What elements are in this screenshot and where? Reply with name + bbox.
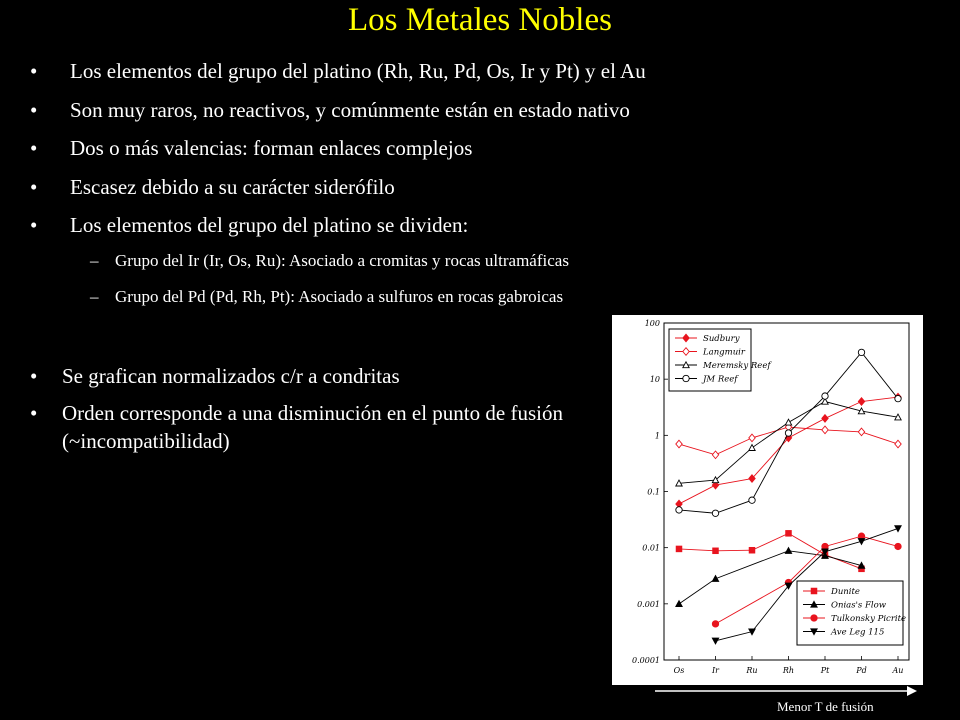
- data-point-sudbury: [822, 415, 828, 423]
- data-point-jm-reef: [858, 349, 864, 355]
- left-bullet-list: [30, 362, 610, 464]
- data-point-meremsky-reef: [785, 419, 791, 425]
- legend-marker: [811, 588, 817, 594]
- main-bullet-list: [30, 56, 930, 249]
- bullet-text: Son muy raros, no reactivos, y comúnmente están en estado nativo: [70, 97, 630, 122]
- bullet-glyph: •: [30, 213, 38, 238]
- legend-marker: [811, 615, 817, 621]
- data-point-onias-s-flow: [785, 548, 791, 554]
- x-tick-label: Au: [892, 666, 904, 675]
- data-point-tulkonsky-picrite: [712, 621, 718, 627]
- data-point-ave-leg-115: [895, 526, 901, 532]
- bullet-item: [30, 210, 930, 249]
- fusion-arrow-icon: [655, 684, 917, 698]
- y-tick-label: 10: [649, 375, 660, 385]
- data-point-langmuir: [712, 451, 718, 459]
- legend-label: Langmuir: [703, 347, 745, 358]
- x-tick-label: Os: [673, 666, 685, 675]
- data-point-jm-reef: [785, 430, 791, 436]
- data-point-meremsky-reef: [749, 445, 755, 451]
- y-tick-label: 100: [644, 319, 660, 328]
- data-point-jm-reef: [822, 393, 828, 399]
- bullet-glyph: •: [30, 364, 38, 388]
- x-tick-label: Pd: [856, 666, 867, 675]
- data-point-langmuir: [676, 440, 682, 448]
- bullet-glyph: •: [30, 401, 38, 425]
- legend-label: Dunite: [831, 587, 860, 597]
- x-tick-label: Ir: [712, 666, 719, 675]
- y-tick-label: 0.1: [647, 487, 660, 497]
- data-point-jm-reef: [712, 510, 718, 516]
- bullet-text: Los elementos del grupo del platino se dividen:: [70, 213, 469, 238]
- data-point-onias-s-flow: [676, 601, 682, 607]
- sub-bullet-item: [90, 249, 890, 285]
- legend-label: Onias's Flow: [831, 600, 887, 611]
- dash-glyph: –: [90, 251, 99, 270]
- data-point-langmuir: [895, 440, 901, 448]
- legend-label: Tulkonsky Picrite: [831, 614, 907, 624]
- bullet-item: [30, 56, 930, 95]
- sub-bullet-text: Grupo del Pd (Pd, Rh, Pt): Asociado a sulfuros en rocas gabroicas: [115, 287, 564, 306]
- series-line-dunite: [679, 533, 862, 568]
- legend-label: Ave Leg 115: [831, 627, 885, 638]
- y-tick-label: 1: [654, 431, 660, 441]
- bullet-glyph: •: [30, 174, 38, 199]
- pge-chart: [612, 315, 923, 685]
- y-tick-label: 0.0001: [632, 656, 660, 665]
- data-point-dunite: [749, 547, 755, 553]
- sub-bullet-text: Grupo del Ir (Ir, Os, Ru): Asociado a cromitas y rocas ultramáficas: [115, 251, 569, 270]
- bullet-item: [30, 133, 930, 172]
- data-point-sudbury: [858, 398, 864, 406]
- data-point-tulkonsky-picrite: [895, 543, 901, 549]
- y-tick-label: 0.01: [642, 543, 660, 553]
- left-bullet-item: [30, 399, 610, 455]
- data-point-dunite: [713, 548, 719, 554]
- data-point-jm-reef: [749, 497, 755, 503]
- data-point-onias-s-flow: [712, 576, 718, 582]
- bullet-text: Escasez debido a su carácter siderófilo: [70, 174, 395, 199]
- legend-marker: [683, 375, 689, 381]
- slide-title: Los Metales Nobles: [348, 2, 612, 38]
- legend-label: JM Reef: [703, 374, 738, 385]
- data-point-jm-reef: [676, 507, 682, 513]
- data-point-dunite: [786, 531, 792, 537]
- bullet-glyph: •: [30, 59, 38, 83]
- dash-glyph: –: [90, 287, 99, 306]
- y-tick-label: 0.001: [637, 599, 660, 609]
- fusion-arrow-label: Menor T de fusión: [777, 699, 874, 714]
- bullet-glyph: •: [30, 97, 38, 122]
- legend-label: Sudbury: [703, 334, 740, 344]
- x-tick-label: Pt: [820, 666, 830, 675]
- bullet-text: Los elementos del grupo del platino (Rh, Ru, Pd, Os, Ir y Pt) y el Au: [70, 59, 646, 83]
- left-bullet-text: Se grafican normalizados c/r a condritas: [62, 364, 400, 388]
- sub-bullet-list: [90, 249, 890, 321]
- bullet-item: [30, 95, 930, 134]
- x-tick-label: Ru: [746, 666, 758, 675]
- pge-chart-panel: [612, 315, 923, 685]
- bullet-item: [30, 172, 930, 211]
- data-point-ave-leg-115: [712, 638, 718, 644]
- legend-label: Meremsky Reef: [703, 361, 771, 371]
- left-bullet-item: [30, 362, 610, 390]
- data-point-dunite: [676, 546, 682, 552]
- bullet-text: Dos o más valencias: forman enlaces complejos: [70, 136, 473, 161]
- data-point-langmuir: [822, 426, 828, 434]
- data-point-langmuir: [749, 434, 755, 442]
- x-tick-label: Rh: [782, 666, 795, 675]
- left-bullet-text: Orden corresponde a una disminución en el punto de fusión (~incompatibilidad): [62, 401, 563, 453]
- data-point-jm-reef: [895, 395, 901, 401]
- bullet-glyph: •: [30, 136, 38, 161]
- series-line-sudbury: [679, 397, 898, 504]
- data-point-langmuir: [858, 428, 864, 436]
